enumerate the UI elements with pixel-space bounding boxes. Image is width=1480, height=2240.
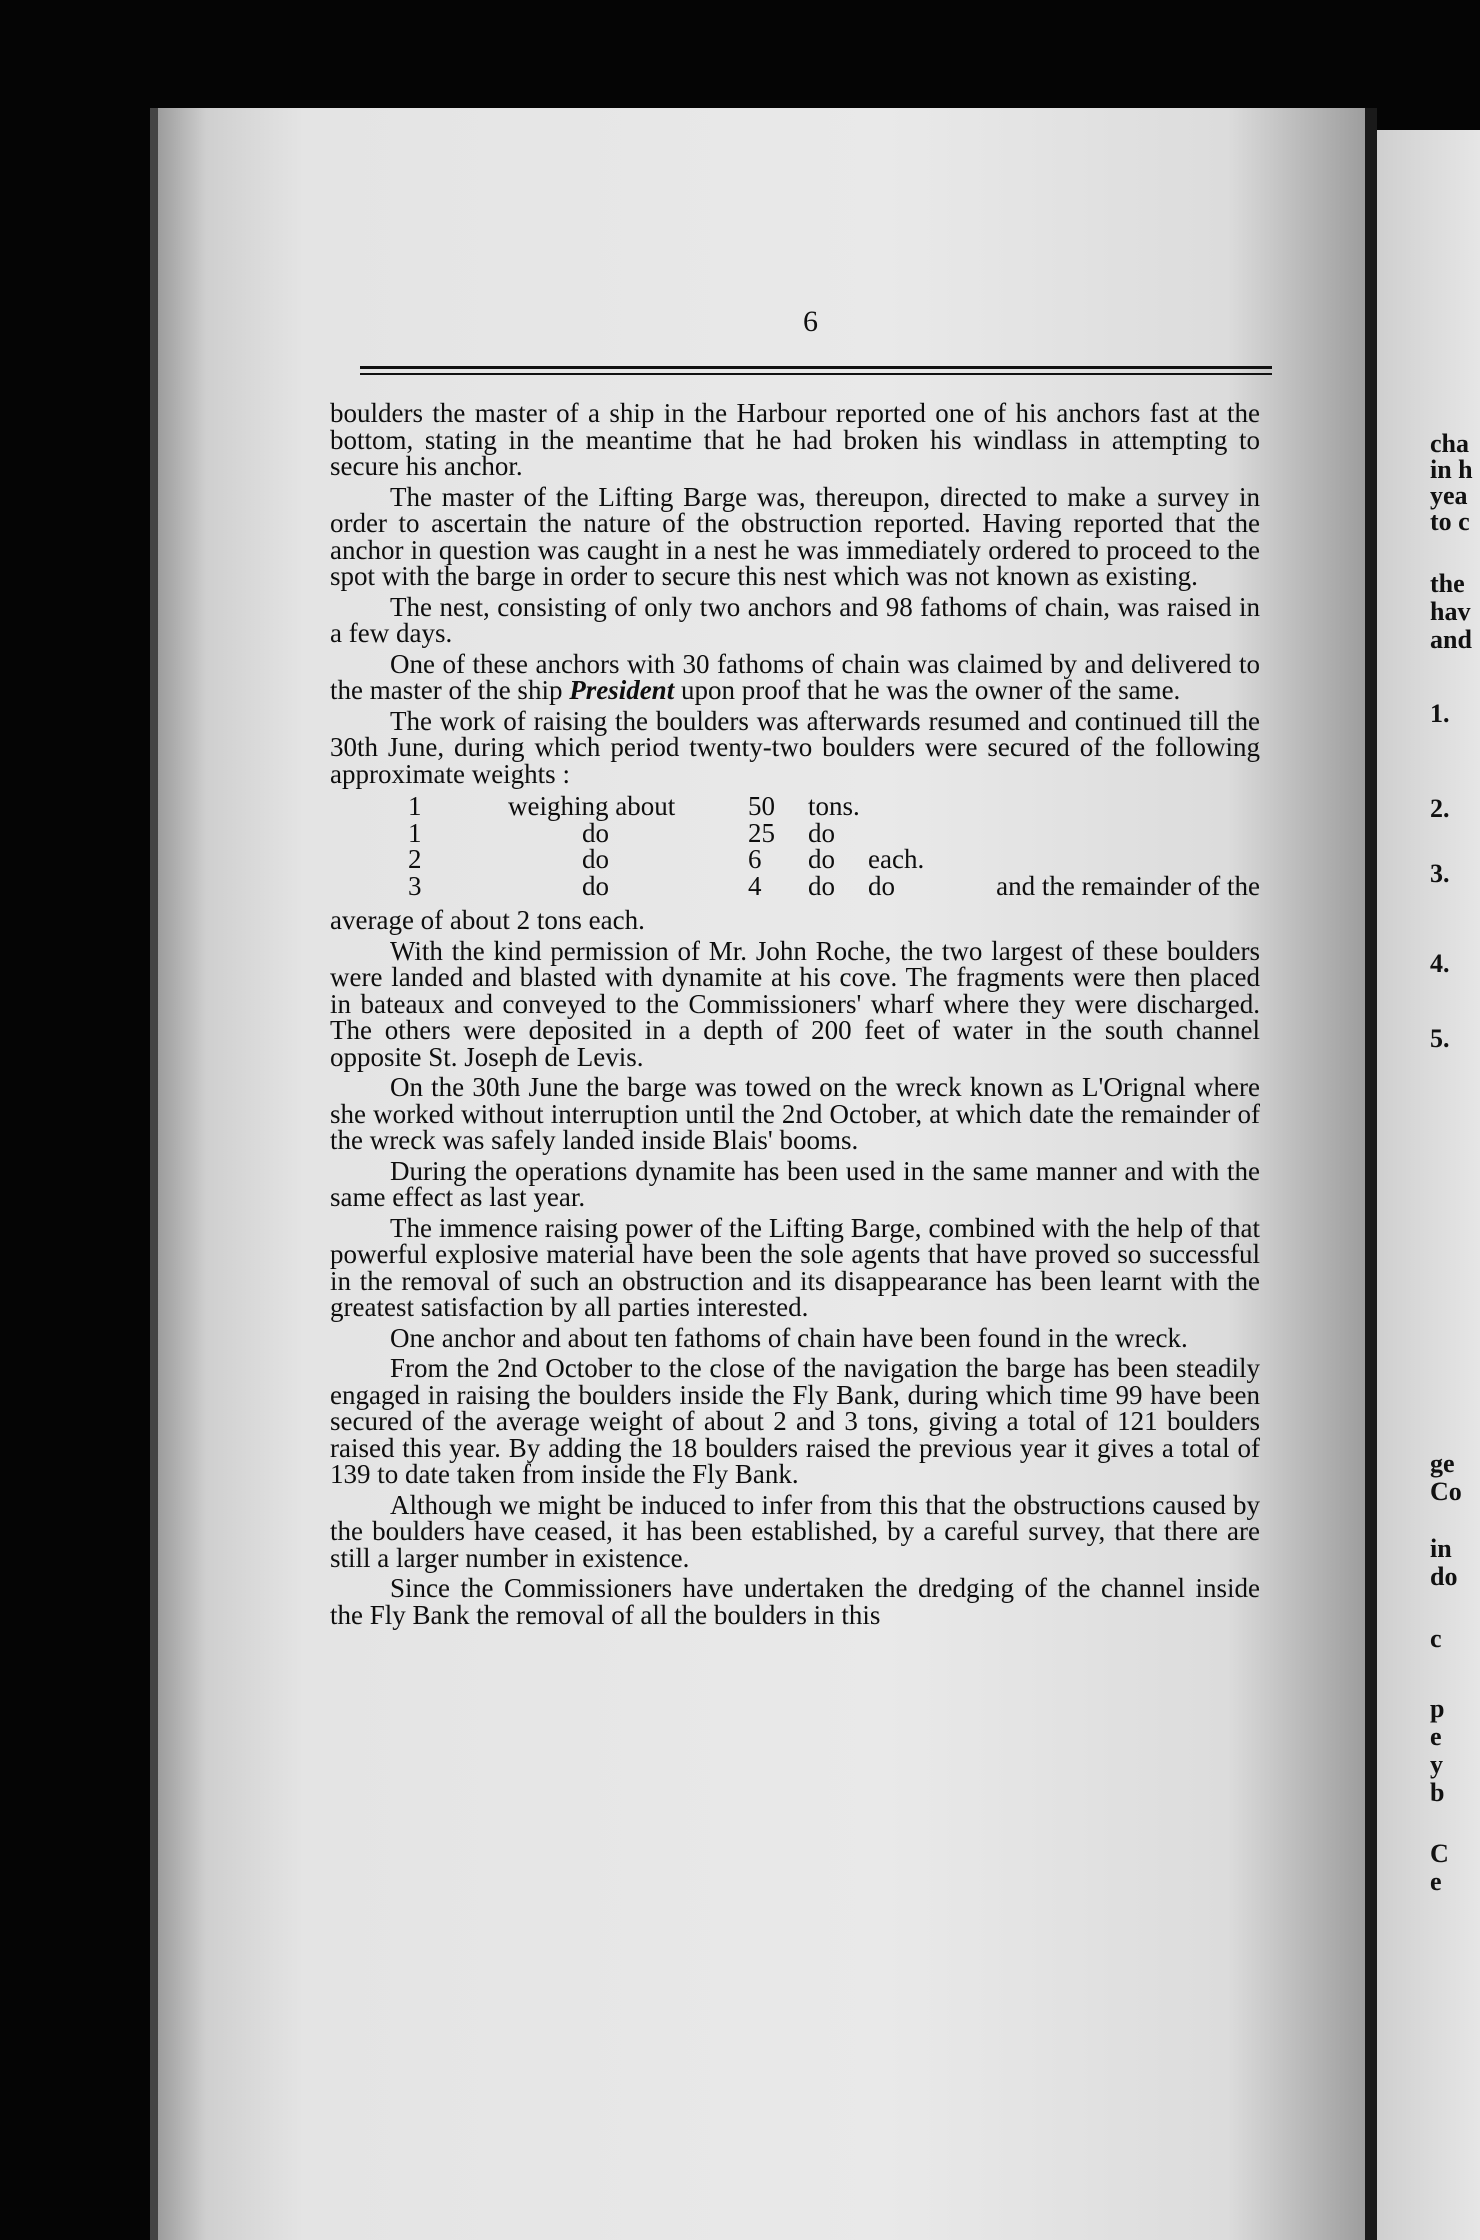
average-line: average of about 2 tons each. <box>330 905 645 935</box>
fragment: ge <box>1430 1449 1455 1478</box>
weight-extra <box>868 793 988 820</box>
weight-extra: each. <box>868 844 925 874</box>
paragraph: On the 30th June the barge was towed on the wreck known as L'Orignal where she worked without interruption until the 2nd October, at which date the remainder of the wreck was safely landed inside Blais' booms. <box>330 1072 1260 1155</box>
fragment: 3. <box>1430 859 1450 888</box>
weight-unit: do <box>808 870 835 901</box>
paragraph: During the operations dynamite has been used in the same manner and with the same effect as last year. <box>330 1155 1260 1212</box>
page-number: 6 <box>803 305 818 338</box>
paragraph: Since the Commissioners have undertaken the dredging of the channel inside the Fly Bank the removal of all the boulders in this <box>330 1573 1260 1630</box>
weight-amount: 4 <box>748 870 762 901</box>
paragraph-president <box>330 648 1260 705</box>
paragraph: The master of the Lifting Barge was, thereupon, directed to make a survey in order to ascertain the nature of the obstruction reported. Having reported that the anchor in question was caught in a nest he was immediately ordered to proceed to the spot with the barge in order to secure this nest which was not known as existing. <box>330 481 1260 591</box>
fragment: 5. <box>1430 1024 1450 1053</box>
page-gutter <box>1365 108 1377 2240</box>
weights-table <box>330 793 1260 899</box>
weight-extra <box>868 820 988 847</box>
fragment: y <box>1430 1750 1443 1779</box>
fragment: yea <box>1430 481 1468 510</box>
text-run: One of these anchors with 30 fathoms of chain was claimed by and delivered to the master of the ship <box>330 648 1260 705</box>
fragment: do <box>1430 1562 1458 1591</box>
weights-row <box>330 817 1260 848</box>
fragment: Co <box>1430 1477 1462 1506</box>
weight-label: do <box>582 844 609 874</box>
ship-name: President <box>569 675 675 705</box>
fragment: p <box>1430 1694 1445 1723</box>
weight-amount: 25 <box>748 817 775 848</box>
weight-count: 1 <box>408 791 422 821</box>
weight-amount: 50 <box>748 791 775 821</box>
weights-row <box>330 793 1260 820</box>
text-run: upon proof that he was the owner of the same. <box>674 675 1181 705</box>
header-rule <box>360 366 1272 369</box>
paragraph: boulders the master of a ship in the Harbour reported one of his anchors fast at the bottom, stating in the meantime that he had broken his windlass in attempting to secure his anchor. <box>330 398 1260 481</box>
paragraph: One anchor and about ten fathoms of chain have been found in the wreck. <box>390 1322 1188 1353</box>
weights-row <box>330 870 1260 901</box>
weight-unit: do <box>808 817 835 848</box>
paragraph: From the 2nd October to the close of the navigation the barge has been steadily engaged in raising the boulders inside the Fly Bank, during which time 99 have been secured of the average weight of about 2 and 3 tons, giving a total of 121 boulders raised this year. By adding the 18 boulders raised the previous year it gives a total of 139 to date taken from inside the Fly Bank. <box>330 1353 1260 1489</box>
fragment: C <box>1430 1839 1449 1868</box>
paragraph: The immence raising power of the Lifting Barge, combined with the help of that powerful explosive material have been the sole agents that have proved so successful in the removal of such an obstruction and its disappearance has been learnt with the greatest satisfaction by all parties interested. <box>330 1212 1260 1322</box>
body-text <box>330 400 1260 1632</box>
fragment: c <box>1430 1624 1442 1653</box>
weight-label: do <box>582 870 609 901</box>
fragment: e <box>1430 1867 1442 1896</box>
weight-tail <box>988 793 1260 820</box>
weight-tail <box>988 820 1260 847</box>
weight-count: 2 <box>408 844 422 874</box>
weight-extra: do <box>868 870 895 901</box>
weight-amount: 6 <box>748 844 762 874</box>
fragment: cha <box>1430 429 1469 458</box>
fragment: the <box>1430 569 1465 598</box>
weights-row <box>330 846 1260 873</box>
paragraph: The work of raising the boulders was afterwards resumed and continued till the 30th June, during which period twenty-two boulders were secured of the following approximate weights : <box>330 705 1260 789</box>
fragment: in <box>1430 1534 1452 1563</box>
weight-count: 3 <box>408 870 422 901</box>
fragment: hav <box>1430 597 1471 626</box>
weight-label: do <box>582 817 609 848</box>
weight-unit: do <box>808 844 835 874</box>
weight-tail: and the remainder of the <box>996 870 1260 901</box>
fragment: 2. <box>1430 794 1450 823</box>
paragraph: The nest, consisting of only two anchors and 98 fathoms of chain, was raised in a few days. <box>330 591 1260 648</box>
fragment: 4. <box>1430 949 1450 978</box>
fragment: b <box>1430 1778 1445 1807</box>
fragment: and <box>1430 625 1472 654</box>
fragment: e <box>1430 1722 1442 1751</box>
header-rule-2 <box>360 373 1272 375</box>
fragment: to c <box>1430 507 1470 536</box>
paragraph: Although we might be induced to infer from this that the obstructions caused by the boulders have ceased, it has been established, by a careful survey, that there are still a larger number in existence. <box>330 1489 1260 1573</box>
weight-tail <box>988 846 1260 873</box>
fragment: 1. <box>1430 699 1450 728</box>
weight-label: weighing about <box>508 791 676 821</box>
fragment: in h <box>1430 455 1473 484</box>
paragraph: With the kind permission of Mr. John Roche, the two largest of these boulders were landed and blasted with dynamite at his cove. The fragments were then placed in bateaux and conveyed to the Commissioners' wharf where they were discharged. The others were deposited in a depth of 200 feet of water in the south channel opposite St. Joseph de Levis. <box>330 935 1260 1072</box>
weight-count: 1 <box>408 817 422 848</box>
weight-unit: tons. <box>808 791 860 821</box>
